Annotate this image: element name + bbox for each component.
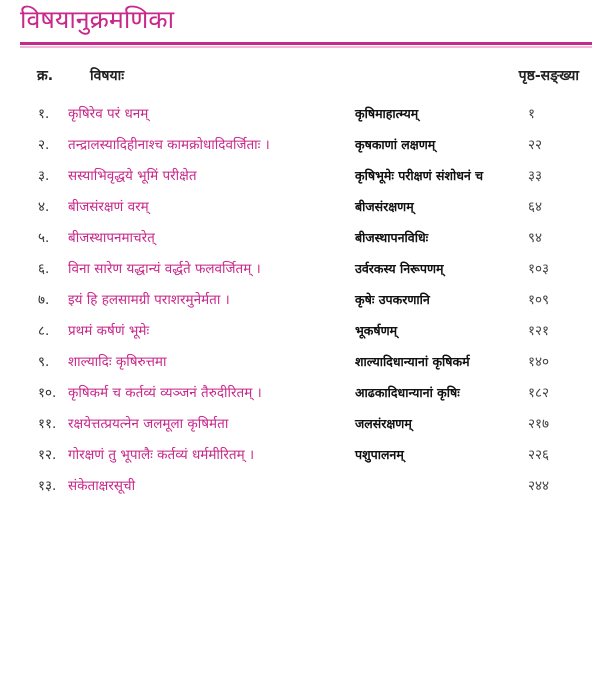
row-page: १०९ (528, 292, 550, 308)
row-number: ७. (38, 292, 50, 308)
toc-row[interactable] (0, 381, 600, 405)
header-subject: विषयाः (90, 68, 125, 84)
row-number: १३. (38, 478, 57, 494)
row-topic: उर्वरकस्य निरूपणम् (355, 261, 444, 276)
toc-row[interactable] (0, 226, 600, 250)
row-topic: भूकर्षणम् (355, 323, 398, 338)
toc-row[interactable] (0, 443, 600, 467)
row-subject[interactable]: तन्द्रालस्यादिहीनाश्च कामक्रोधादिवर्जिताः । (68, 137, 270, 153)
row-page: २२६ (528, 447, 550, 463)
toc-row[interactable] (0, 133, 600, 157)
row-subject[interactable]: शाल्यादिः कृषिरुत्तमा (68, 354, 167, 370)
row-subject[interactable]: कृषिकर्म च कर्तव्यं व्यञ्जनं तैरुदीरितम् । (68, 385, 262, 401)
row-topic: कृषिभूमेः परीक्षणं संशोधनं च (355, 168, 484, 183)
row-subject[interactable]: बीजस्थापनमाचरेत् (68, 230, 155, 246)
toc-row[interactable] (0, 257, 600, 281)
row-number: ११. (38, 416, 57, 432)
toc-row[interactable] (0, 195, 600, 219)
row-topic: आढकादिधान्यानां कृषिः (355, 385, 460, 400)
row-number: ४. (38, 199, 50, 215)
toc-row[interactable] (0, 164, 600, 188)
row-subject[interactable]: प्रथमं कर्षणं भूमेः (68, 323, 150, 339)
row-subject[interactable]: बीजसंरक्षणं वरम् (68, 199, 149, 215)
row-page: ३३ (528, 168, 543, 184)
row-topic: बीजसंरक्षणम् (355, 199, 414, 214)
row-page: ९४ (528, 230, 543, 246)
row-number: १०. (38, 385, 57, 401)
row-subject[interactable]: विना सारेण यद्धान्यं वर्द्धते फलवर्जितम् । (68, 261, 261, 277)
row-number: ६. (38, 261, 50, 277)
row-number: १२. (38, 447, 57, 463)
row-page: २२ (528, 137, 543, 153)
toc-row[interactable] (0, 350, 600, 374)
row-number: ९. (38, 354, 50, 370)
row-topic: बीजस्थापनविधिः (355, 230, 429, 245)
row-page: २४४ (528, 478, 550, 494)
row-page: २१७ (528, 416, 550, 432)
toc-row[interactable] (0, 412, 600, 436)
row-topic: जलसंरक्षणम् (355, 416, 412, 431)
row-topic: शाल्यादिधान्यानां कृषिकर्म (355, 354, 470, 369)
row-number: १. (38, 106, 50, 122)
row-topic: कृषकाणां लक्षणम् (355, 137, 436, 152)
row-page: ६४ (528, 199, 543, 215)
title-rule-underline (20, 46, 592, 48)
row-subject[interactable]: सस्याभिवृद्धये भूमिं परीक्षेत (68, 168, 197, 184)
row-page: १८२ (528, 385, 550, 401)
header-page-number: पृष्ठ-सङ्ख्या (518, 68, 579, 84)
row-subject[interactable]: संकेताक्षरसूची (68, 478, 136, 494)
row-number: ५. (38, 230, 50, 246)
toc-row[interactable] (0, 102, 600, 126)
page-title: विषयानुक्रमणिका (20, 5, 175, 34)
row-subject[interactable]: रक्षयेत्तत्प्रयत्नेन जलमूला कृषिर्मता (68, 416, 229, 432)
row-page: १०३ (528, 261, 550, 277)
row-topic: कृषेः उपकरणानि (355, 292, 430, 307)
toc-header (0, 66, 600, 88)
row-number: ३. (38, 168, 50, 184)
row-page: १२१ (528, 323, 550, 339)
row-topic: कृषिमाहात्म्यम् (355, 106, 419, 121)
row-page: १ (528, 106, 536, 122)
row-topic: पशुपालनम् (355, 447, 404, 462)
toc-row[interactable] (0, 288, 600, 312)
header-number: क्र. (37, 68, 54, 84)
row-number: २. (38, 137, 50, 153)
row-page: १४० (528, 354, 550, 370)
toc-row[interactable] (0, 319, 600, 343)
row-subject[interactable]: इयं हि हलसामग्री पराशरमुनेर्मता । (68, 292, 230, 308)
toc-row[interactable] (0, 474, 600, 498)
title-rule (20, 42, 592, 45)
row-subject[interactable]: गोरक्षणं तु भूपालैः कर्तव्यं धर्ममीरितम् । (68, 447, 255, 463)
row-number: ८. (38, 323, 50, 339)
row-subject[interactable]: कृषिरेव परं धनम् (68, 106, 149, 122)
